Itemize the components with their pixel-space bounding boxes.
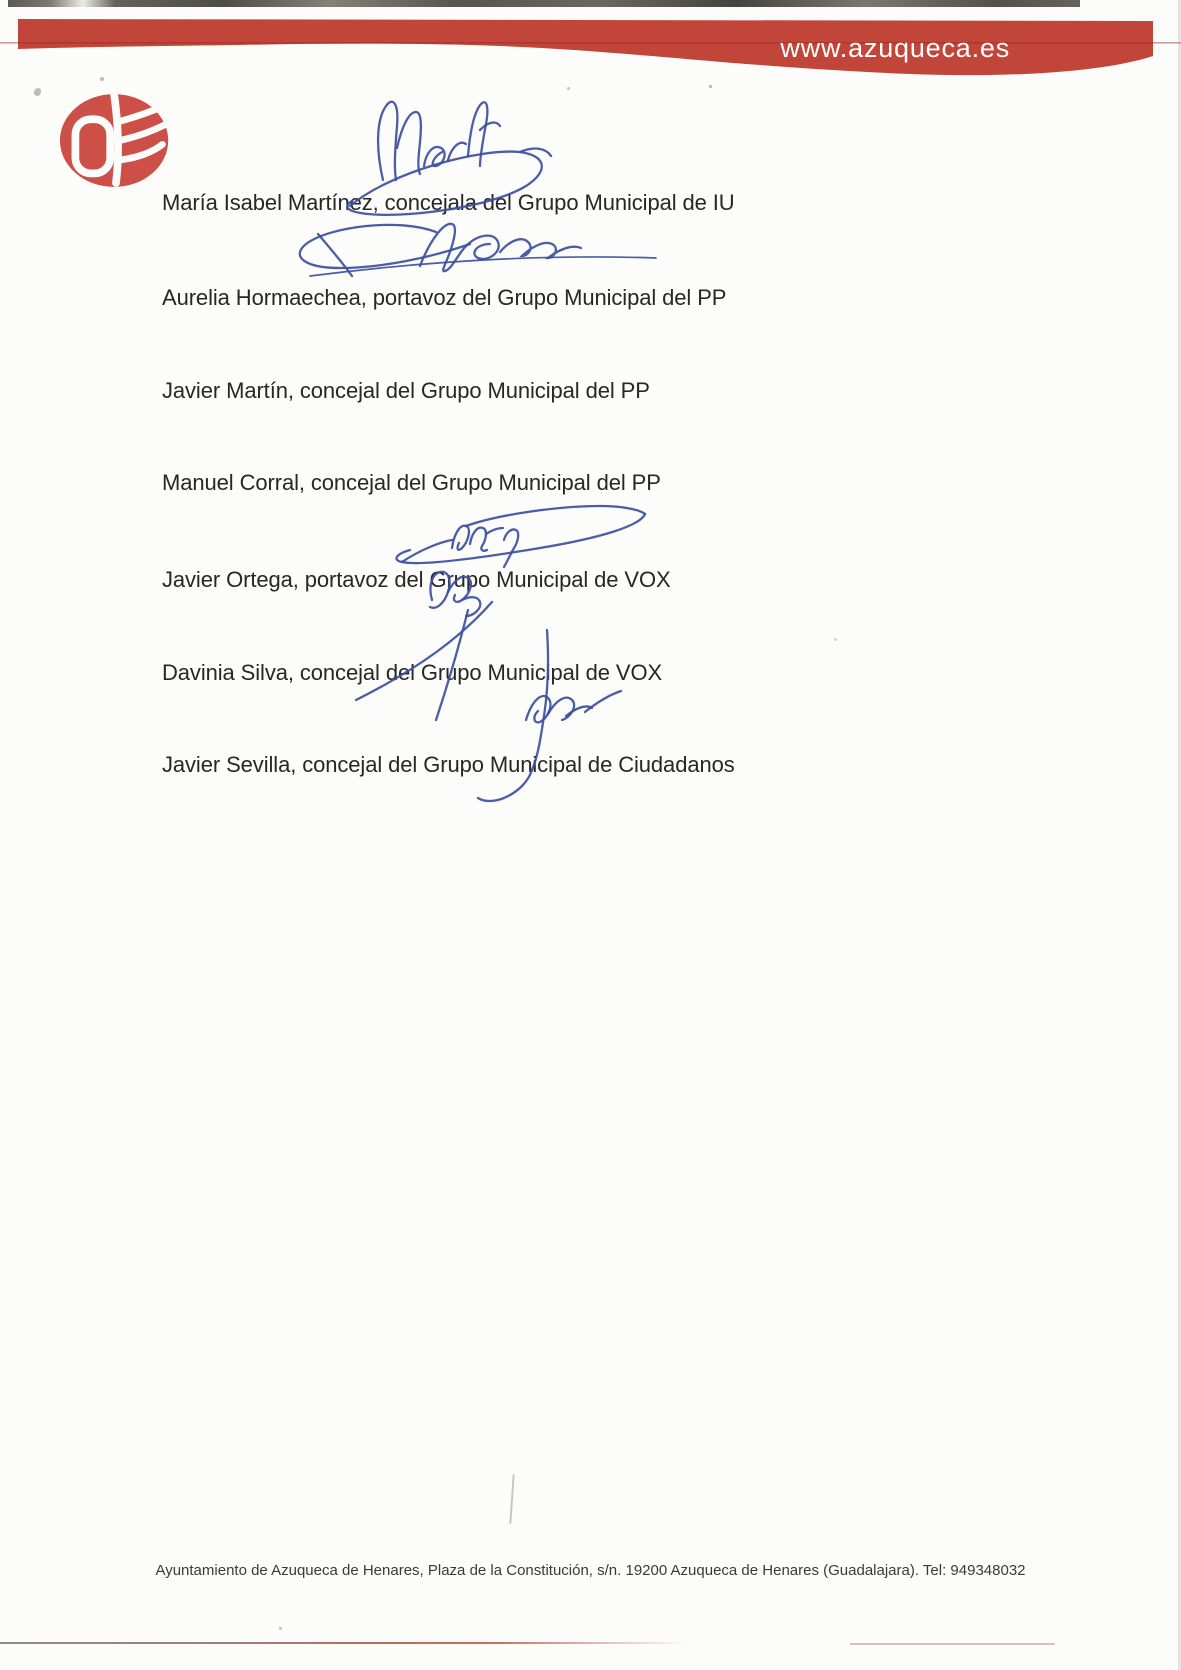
scan-speck <box>709 85 712 88</box>
signatory-line-pp-concejal-1 <box>162 378 650 404</box>
signatory-line-ciudadanos <box>162 752 735 778</box>
scan-speck <box>100 77 104 81</box>
signatory-text: Javier Martín, concejal del Grupo Municipal del PP <box>162 378 650 403</box>
footer-address: Ayuntamiento de Azuqueca de Henares, Plaza de la Constitución, s/n. 19200 Azuqueca de Henares (Guadalajara). Tel: 949348032 <box>155 1562 1026 1579</box>
signatory-text: Davinia Silva, concejal del Grupo Municipal de VOX <box>162 660 663 685</box>
scan-artifact-bottom-line-right <box>850 1643 1055 1645</box>
scan-speck <box>567 87 570 90</box>
signatory-line-vox-portavoz <box>162 567 671 593</box>
signatory-text: Javier Ortega, portavoz del Grupo Municipal de VOX <box>162 567 671 592</box>
scan-artifact-bottom-line <box>0 1642 690 1644</box>
website-url: www.azuqueca.es <box>780 33 1010 63</box>
scan-speck <box>279 1627 282 1630</box>
signatory-line-pp-concejal-2 <box>162 470 661 496</box>
scan-speck <box>834 638 837 641</box>
signatory-text: Javier Sevilla, concejal del Grupo Municipal de Ciudadanos <box>162 752 735 777</box>
signatory-text: María Isabel Martínez, concejala del Grupo Municipal de IU <box>162 190 735 215</box>
signatory-text: Aurelia Hormaechea, portavoz del Grupo Municipal del PP <box>162 285 727 310</box>
signatory-line-iu <box>162 190 735 216</box>
signatory-line-vox-concejal <box>162 660 662 686</box>
signatory-line-pp-portavoz <box>162 285 726 311</box>
signatory-text: Manuel Corral, concejal del Grupo Municipal del PP <box>162 470 661 495</box>
